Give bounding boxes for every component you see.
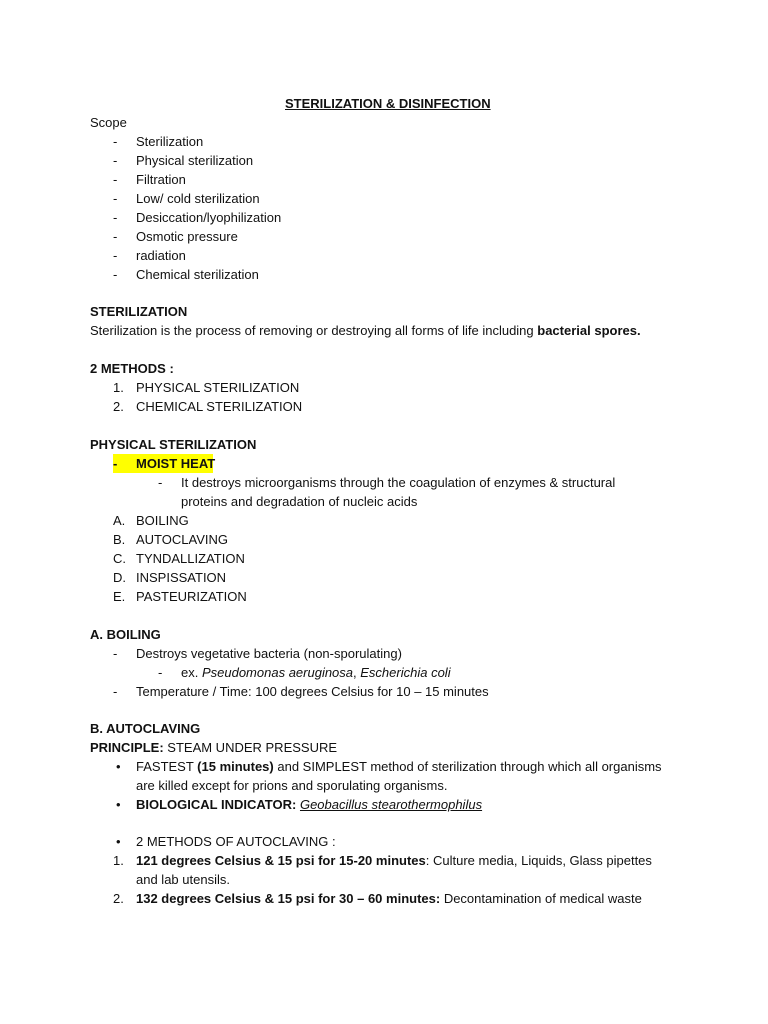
physical-item: TYNDALLIZATION xyxy=(136,551,245,566)
fastest-text-cont: and SIMPLEST method of sterilization through which all organisms xyxy=(273,759,662,774)
section-heading-sterilization: STERILIZATION xyxy=(90,304,188,319)
dash-marker: - xyxy=(113,210,118,225)
dash-marker: - xyxy=(113,267,118,282)
principle-text: STEAM UNDER PRESSURE xyxy=(163,740,338,755)
method-item: CHEMICAL STERILIZATION xyxy=(136,399,303,414)
moist-heat-description-cont: proteins and degradation of nucleic acids xyxy=(181,494,418,509)
method-2-condition: 132 degrees Celsius & 15 psi for 30 – 60 minutes: xyxy=(136,891,441,906)
bio-indicator-label: BIOLOGICAL INDICATOR: xyxy=(136,797,297,812)
dash-marker: - xyxy=(113,191,118,206)
sterilization-definition xyxy=(90,321,641,340)
moist-heat-description: It destroys microorganisms through the coagulation of enzymes & structural xyxy=(181,475,616,490)
autoclaving-fastest-cont: are killed except for prions and sporulating organisms. xyxy=(136,778,448,793)
bullet-marker: • xyxy=(116,834,121,849)
dash-marker: - xyxy=(158,475,163,490)
section-heading-physical: PHYSICAL STERILIZATION xyxy=(90,437,257,452)
moist-heat-label: MOIST HEAT xyxy=(136,456,216,471)
boiling-example xyxy=(181,663,451,682)
list-marker: D. xyxy=(113,570,126,585)
organism-name: Escherichia coli xyxy=(360,665,451,680)
method-1-condition: 121 degrees Celsius & 15 psi for 15-20 minutes xyxy=(136,853,426,868)
list-marker: 2. xyxy=(113,399,124,414)
scope-heading: Scope xyxy=(90,115,127,130)
bullet-marker: • xyxy=(116,759,121,774)
dash-marker: - xyxy=(113,456,118,471)
list-marker: 1. xyxy=(113,853,124,868)
section-heading-methods: 2 METHODS : xyxy=(90,361,174,376)
autoclaving-method-2 xyxy=(136,889,642,908)
method-2-use: Decontamination of medical waste xyxy=(440,891,642,906)
physical-item: AUTOCLAVING xyxy=(136,532,228,547)
method-1-use: : Culture media, Liquids, Glass pipettes xyxy=(425,853,652,868)
dash-marker: - xyxy=(113,134,118,149)
bio-indicator-organism: Geobacillus stearothermophilus xyxy=(299,797,483,812)
list-marker: 2. xyxy=(113,891,124,906)
boiling-item: Temperature / Time: 100 degrees Celsius for 10 – 15 minutes xyxy=(136,684,489,699)
physical-item: INSPISSATION xyxy=(136,570,227,585)
autoclaving-methods-label: 2 METHODS OF AUTOCLAVING : xyxy=(136,834,336,849)
section-heading-boiling: A. BOILING xyxy=(90,627,161,642)
fastest-text: FASTEST xyxy=(136,759,198,774)
section-heading-autoclaving: B. AUTOCLAVING xyxy=(90,721,201,736)
document-title: STERILIZATION & DISINFECTION xyxy=(285,96,491,111)
list-marker: B. xyxy=(113,532,126,547)
scope-item: Filtration xyxy=(136,172,186,187)
method-item: PHYSICAL STERILIZATION xyxy=(136,380,300,395)
dash-marker: - xyxy=(113,684,118,699)
autoclaving-principle xyxy=(90,738,337,757)
scope-item: Desiccation/lyophilization xyxy=(136,210,282,225)
dash-marker: - xyxy=(113,248,118,263)
autoclaving-method-1 xyxy=(136,851,652,870)
list-marker: C. xyxy=(113,551,126,566)
dash-marker: - xyxy=(113,172,118,187)
physical-item: BOILING xyxy=(136,513,189,528)
principle-label: PRINCIPLE: xyxy=(90,740,164,755)
list-marker: 1. xyxy=(113,380,124,395)
example-separator: , xyxy=(353,665,361,680)
dash-marker: - xyxy=(113,646,118,661)
definition-text: Sterilization is the process of removing or destroying all forms of life including xyxy=(90,323,538,338)
scope-item: radiation xyxy=(136,248,186,263)
boiling-item: Destroys vegetative bacteria (non-sporulating) xyxy=(136,646,402,661)
example-prefix: ex. xyxy=(181,665,202,680)
scope-item: Chemical sterilization xyxy=(136,267,259,282)
autoclaving-method-1-cont: and lab utensils. xyxy=(136,872,230,887)
organism-name: Pseudomonas aeruginosa xyxy=(201,665,354,680)
list-marker: A. xyxy=(113,513,126,528)
dash-marker: - xyxy=(113,153,118,168)
physical-item: PASTEURIZATION xyxy=(136,589,247,604)
definition-bold: bacterial spores. xyxy=(537,323,641,338)
scope-item: Physical sterilization xyxy=(136,153,254,168)
autoclaving-fastest xyxy=(136,757,662,776)
scope-item: Osmotic pressure xyxy=(136,229,238,244)
scope-item: Sterilization xyxy=(136,134,204,149)
list-marker: E. xyxy=(113,589,126,604)
biological-indicator xyxy=(136,795,482,814)
bullet-marker: • xyxy=(116,797,121,812)
scope-item: Low/ cold sterilization xyxy=(136,191,260,206)
dash-marker: - xyxy=(113,229,118,244)
fastest-time: (15 minutes) xyxy=(197,759,274,774)
dash-marker: - xyxy=(158,665,163,680)
